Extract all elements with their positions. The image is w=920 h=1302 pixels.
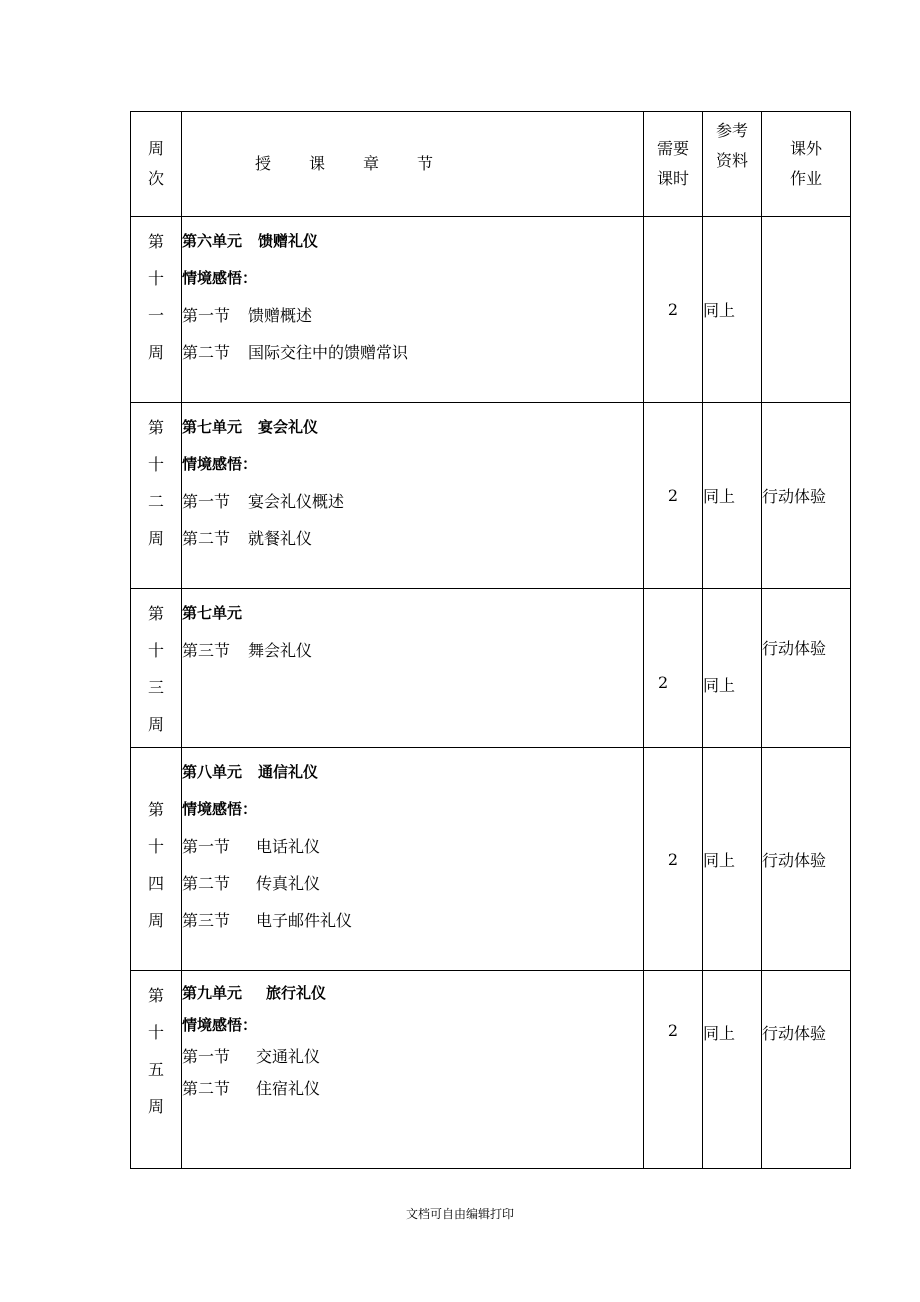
- table-row: [131, 589, 851, 748]
- header-references: 参考 资料: [703, 112, 762, 217]
- homework-cell: 行动体验: [762, 403, 851, 589]
- table-row: [131, 217, 851, 403]
- hours-cell: 2: [644, 403, 703, 589]
- chapter-cell: 第六单元 馈赠礼仪 情境感悟： 第一节 馈赠概述 第二节 国际交往中的馈赠常识: [182, 217, 644, 403]
- chapter-cell: 第七单元 宴会礼仪 情境感悟： 第一节 宴会礼仪概述 第二节 就餐礼仪: [182, 403, 644, 589]
- header-homework: 课外 作业: [762, 112, 851, 217]
- chapter-cell: 第七单元 第三节 舞会礼仪: [182, 589, 644, 748]
- table-row: [131, 748, 851, 971]
- week-cell: 第 十 四 周: [131, 748, 182, 971]
- chapter-cell: 第八单元 通信礼仪 情境感悟： 第一节 电话礼仪 第二节 传真礼仪 第三节 电子邮件礼仪: [182, 748, 644, 971]
- hours-cell: 2: [644, 217, 703, 403]
- week-cell: 第 十 五 周: [131, 971, 182, 1169]
- homework-cell: [762, 217, 851, 403]
- table-row: [131, 403, 851, 589]
- homework-cell: 行动体验: [762, 971, 851, 1169]
- header-week: 周 次: [131, 112, 182, 217]
- header-chapters: 授 课 章 节: [182, 112, 644, 217]
- week-cell: 第 十 二 周: [131, 403, 182, 589]
- header-hours: 需要 课时: [644, 112, 703, 217]
- week-cell: 第 十 三 周: [131, 589, 182, 748]
- chapter-cell: 第九单元 旅行礼仪 情境感悟： 第一节 交通礼仪 第二节 住宿礼仪: [182, 971, 644, 1169]
- hours-cell: 2: [644, 748, 703, 971]
- reference-cell: 同上: [703, 589, 762, 748]
- reference-cell: 同上: [703, 971, 762, 1169]
- homework-cell: 行动体验: [762, 589, 851, 748]
- homework-cell: 行动体验: [762, 748, 851, 971]
- course-schedule-table: [130, 111, 851, 1169]
- week-cell: 第 十 一 周: [131, 217, 182, 403]
- reference-cell: 同上: [703, 748, 762, 971]
- reference-cell: 同上: [703, 403, 762, 589]
- table-row: [131, 971, 851, 1169]
- page-footer: 文档可自由编辑打印: [405, 1207, 514, 1221]
- reference-cell: 同上: [703, 217, 762, 403]
- hours-cell: 2: [644, 589, 703, 748]
- hours-cell: 2: [644, 971, 703, 1169]
- table-header-row: [131, 112, 851, 217]
